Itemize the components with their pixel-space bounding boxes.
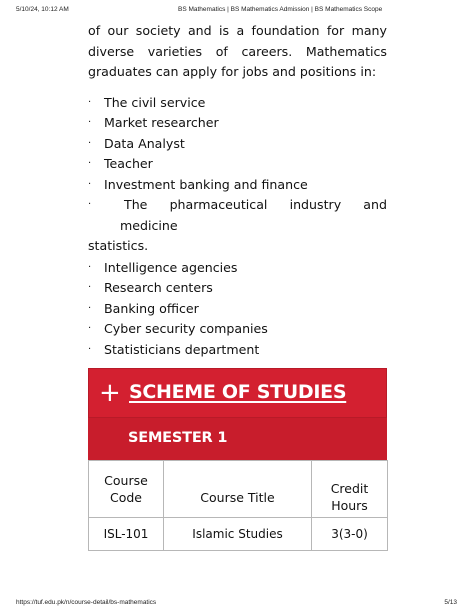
column-header-course-code bbox=[89, 461, 164, 518]
list-item bbox=[88, 154, 387, 175]
scheme-toggle-header[interactable] bbox=[88, 368, 387, 418]
list-item bbox=[88, 340, 387, 361]
scheme-of-studies-section bbox=[88, 368, 387, 551]
scheme-title-link[interactable]: SCHEME OF STUDIES bbox=[129, 381, 347, 403]
list-item bbox=[88, 134, 387, 155]
list-item bbox=[88, 195, 387, 257]
plus-icon[interactable]: + bbox=[99, 378, 121, 408]
print-datetime: 5/10/24, 10:12 AM bbox=[16, 6, 69, 13]
career-label: Intelligence agencies bbox=[104, 259, 238, 275]
table-row bbox=[89, 518, 388, 551]
bullet-icon: · bbox=[88, 199, 92, 210]
intro-paragraph: of our society and is a foundation for many diverse varieties of careers. Mathematics graduates can apply for jobs and positions in: bbox=[88, 23, 387, 79]
career-label: Data Analyst bbox=[104, 135, 185, 151]
credit-hours-cell: 3(3-0) bbox=[312, 518, 388, 551]
career-label: The pharmaceutical industry and medicine bbox=[120, 197, 387, 233]
bullet-icon: · bbox=[88, 96, 92, 108]
print-footer bbox=[0, 597, 474, 613]
bullet-icon: · bbox=[88, 323, 92, 334]
bullet-icon: · bbox=[88, 282, 92, 293]
careers-list-continued bbox=[88, 258, 387, 361]
bullet-icon: · bbox=[88, 302, 92, 314]
career-label: Market researcher bbox=[104, 115, 219, 130]
bullet-icon: · bbox=[88, 137, 92, 149]
career-label: Investment banking and finance bbox=[104, 176, 308, 192]
print-header bbox=[0, 0, 474, 16]
list-item bbox=[88, 93, 387, 114]
semester-bar bbox=[88, 418, 387, 460]
page-number: 5/13 bbox=[444, 599, 457, 606]
list-item bbox=[88, 299, 387, 320]
column-header-label: Course Code bbox=[104, 473, 148, 505]
career-label: Research centers bbox=[104, 280, 213, 295]
course-table bbox=[88, 460, 388, 551]
career-label: Banking officer bbox=[104, 300, 199, 316]
column-header-course-title bbox=[164, 461, 312, 518]
bullet-icon: · bbox=[88, 261, 92, 273]
print-page-title: BS Mathematics | BS Mathematics Admission | BS Mathematics Scope bbox=[178, 6, 383, 13]
bullet-icon: · bbox=[88, 343, 92, 355]
career-label: Cyber security companies bbox=[104, 321, 268, 336]
careers-list bbox=[88, 93, 387, 257]
column-header-credit-hours bbox=[312, 461, 388, 518]
career-label-line1 bbox=[104, 195, 387, 236]
page-content bbox=[88, 21, 387, 360]
semester-label: SEMESTER 1 bbox=[128, 430, 228, 446]
table-header-row bbox=[89, 461, 388, 518]
print-url: https://tuf.edu.pk/n/course-detail/bs-mathematics bbox=[16, 599, 157, 606]
course-title-cell: Islamic Studies bbox=[164, 518, 312, 551]
column-header-label: Course Title bbox=[200, 489, 275, 505]
course-code-cell: ISL-101 bbox=[89, 518, 164, 551]
career-label: Teacher bbox=[104, 156, 153, 171]
career-label: Statisticians department bbox=[104, 341, 260, 357]
career-label-line2: statistics. bbox=[88, 238, 149, 253]
bullet-icon: · bbox=[88, 117, 92, 128]
bullet-icon: · bbox=[88, 158, 92, 169]
list-item bbox=[88, 113, 387, 134]
list-item bbox=[88, 319, 387, 340]
column-header-label: Credit Hours bbox=[330, 481, 369, 513]
list-item bbox=[88, 278, 387, 299]
list-item bbox=[88, 258, 387, 279]
list-item bbox=[88, 175, 387, 196]
career-label: The civil service bbox=[104, 94, 206, 110]
bullet-icon: · bbox=[88, 178, 92, 190]
